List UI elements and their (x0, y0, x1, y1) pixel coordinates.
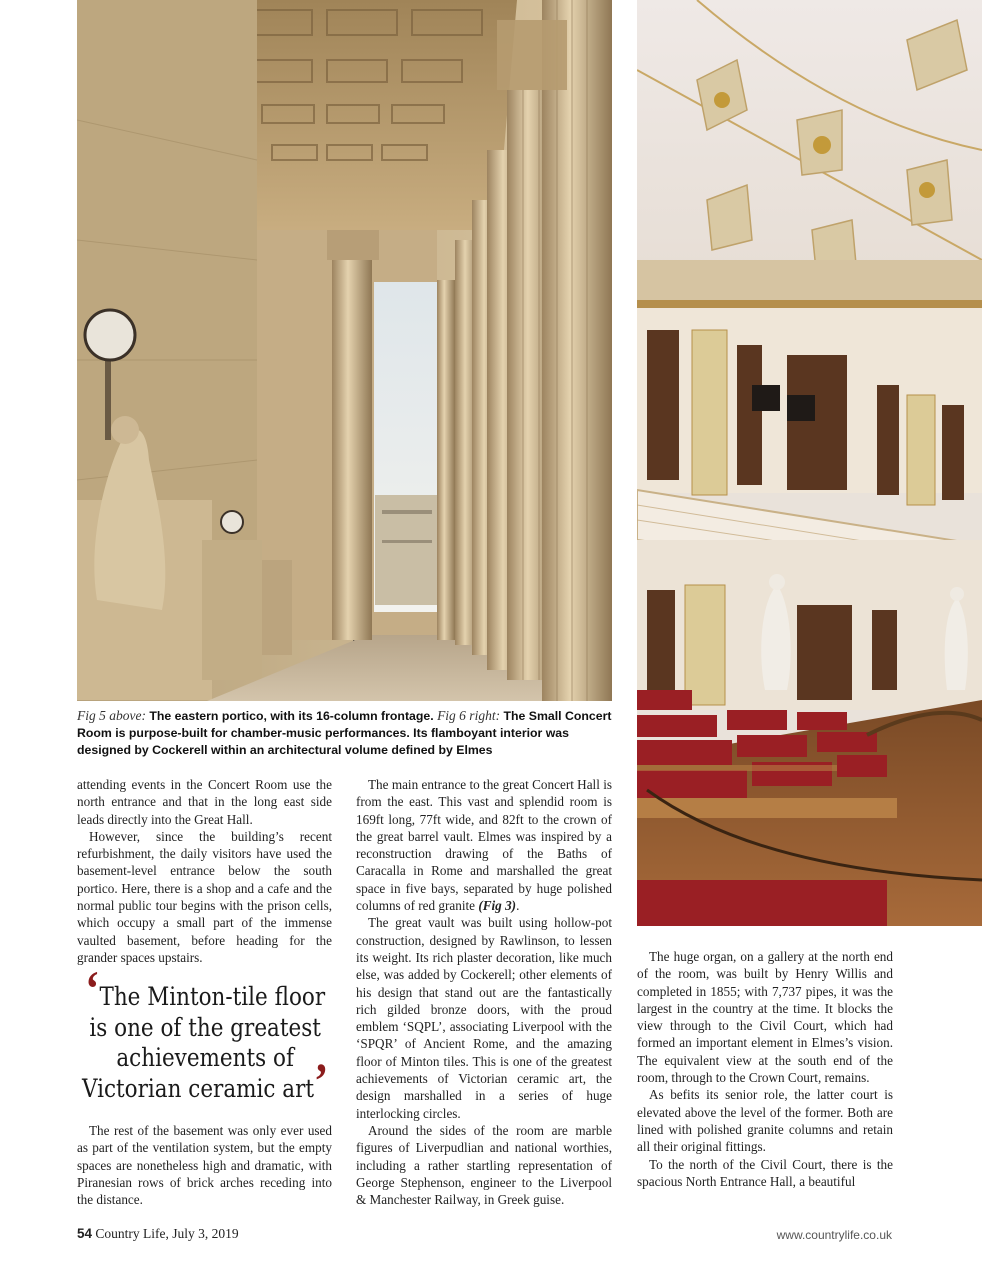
page-footer-left (77, 1226, 239, 1242)
column-1-top (77, 776, 332, 966)
fig5-label: Fig 5 above: (77, 708, 146, 723)
paragraph: To the north of the Civil Court, there is the spacious North Entrance Hall, a beautiful (637, 1156, 893, 1189)
open-quote-mark: ‘ (85, 960, 100, 1016)
figure-caption (77, 707, 612, 759)
paragraph: The huge organ, on a gallery at the north end of the room, was built by Henry Willis and completed in 1855; with 7,737 pipes, it was the largest in the country at the time. It blocks the view through to the Civil Court, which had formed an important element in Elmes’s vision. The equivalent view at the south end of the room, through to the Crown Court, remains. (637, 949, 893, 1086)
pull-quote (74, 960, 336, 1108)
page-number: 54 (77, 1226, 93, 1241)
fig6-label: Fig 6 right: (437, 708, 501, 723)
concert-room-photo (637, 0, 982, 926)
column-1-bottom (77, 1122, 332, 1208)
paragraph: Around the sides of the room are marble figures of Liverpudlian and national worthies, including a rather startling representation of George Stephenson, engineer to the Liverpool & Manchester Railway, in Greek guise. (356, 1122, 612, 1208)
paragraph (356, 776, 612, 914)
paragraph: The great vault was built using hollow-pot construction, designed by Rawlinson, to lessen its weight. Its rich plaster decoration, like much else, was added by Cockerell; other elements of his design that stand out are the fantastically rich gilded bronze doors, with the proud emblem ‘SQPL’, associating Liverpool with the ‘SPQR’ of Ancient Rome, and the amazing floor of Minton tiles. This is one of the greatest achievements of Victorian ceramic art, the design marshalled in a series of huge interlocking circles. (356, 915, 612, 1121)
fig6-text: The Small Concert Room is purpose-built for chamber-music performances. Its flamboyant interior was designed by Cockerell within an architectural volume defined by Elmes (77, 709, 612, 757)
figure-reference: (Fig 3) (478, 898, 517, 914)
paragraph: The rest of the basement was only ever used as part of the ventilation system, but the empty spaces are nonetheless high and dramatic, with Piranesian rows of brick arches receding into the distance. (77, 1123, 332, 1208)
paragraph: However, since the building’s recent refurbishment, the daily visitors have used the basement-level entrance below the south portico. Here, there is a shop and a cafe and the normal public tour begins with the prison cells, which occupy a small part of the immense vaulted basement, before heading for the grander spaces upstairs. (77, 828, 332, 965)
close-quote-mark: ’ (314, 1051, 329, 1108)
website-url: www.countrylife.co.uk (776, 1228, 892, 1242)
pull-quote-text: The Minton-tile floor is one of the greatest achievements of Victorian ceramic art (81, 982, 326, 1103)
column-2 (356, 776, 612, 1208)
paragraph-end: . (516, 898, 520, 914)
publication-info: Country Life, July 3, 2019 (95, 1226, 239, 1241)
paragraph: As befits its senior role, the latter court is elevated above the level of the former. Both are lined with polished granite columns and retain all their original fittings. (637, 1087, 893, 1155)
fig5-text: The eastern portico, with its 16-column frontage. (149, 709, 434, 723)
portico-illustration (77, 0, 612, 701)
paragraph: attending events in the Concert Room use the north entrance and that in the long east side leads directly into the Great Hall. (77, 777, 332, 827)
paragraph-text: The main entrance to the great Concert Hall is from the east. This vast and splendid room is 169ft long, 77ft wide, and 82ft to the crown of the great barrel vault. Elmes was inspired by a reconstruction drawing of the Baths of Caracalla in Rome and marshalled the great space in five bays, separated by huge polished columns of red granite (356, 777, 612, 914)
concert-room-illustration (637, 0, 982, 926)
portico-photo (77, 0, 612, 701)
column-3 (637, 948, 893, 1190)
